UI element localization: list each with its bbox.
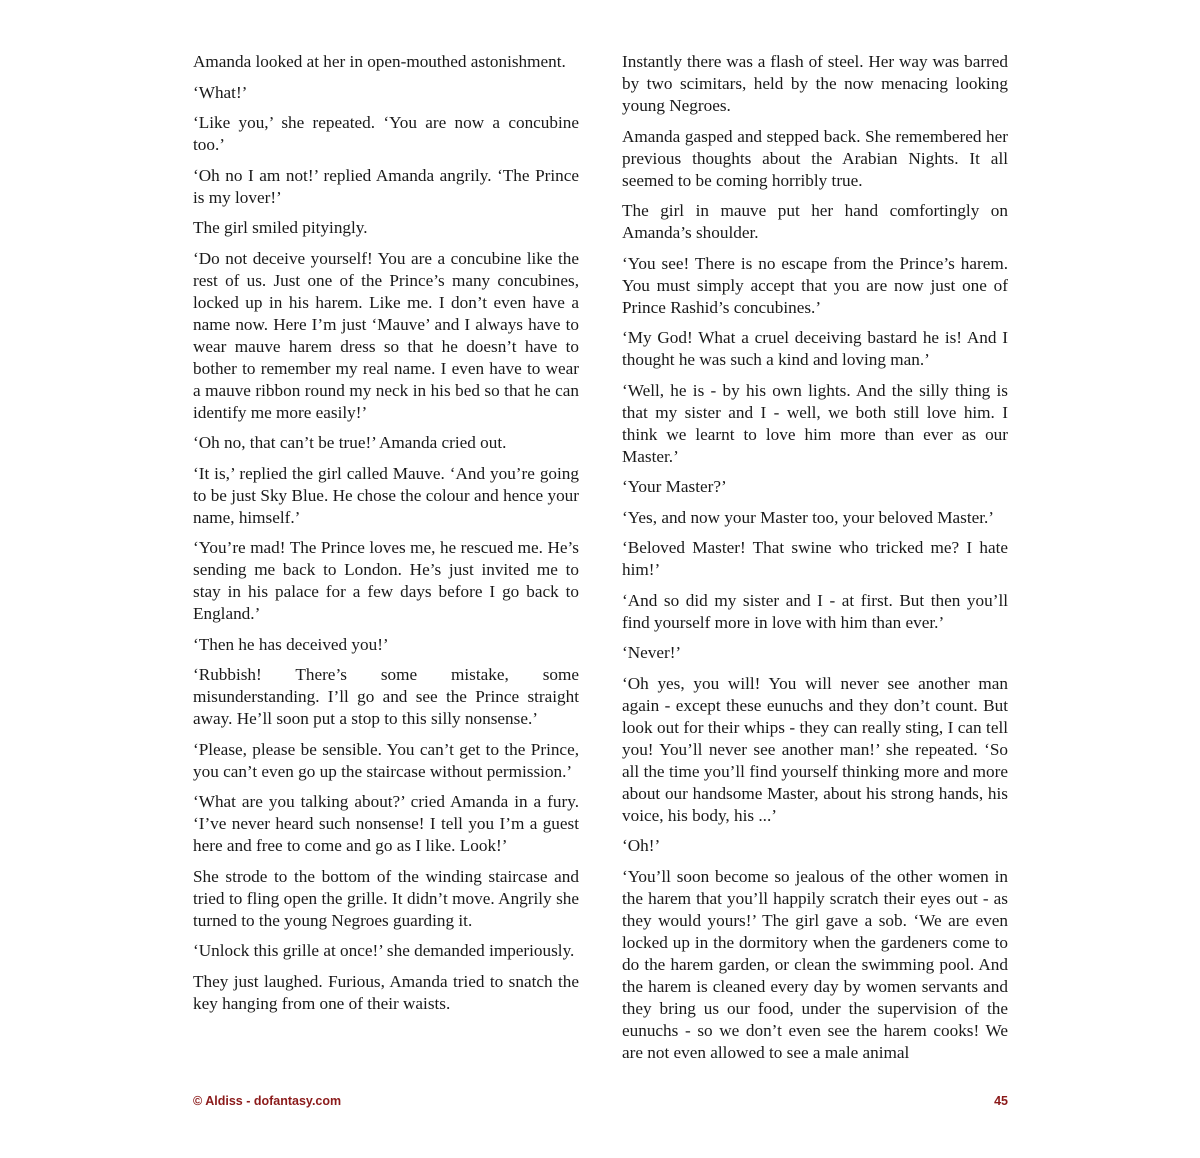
right-text-column <box>622 51 1008 1072</box>
paragraph: ‘Unlock this grille at once!’ she demanded imperiously. <box>193 941 575 960</box>
paragraph: ‘Do not deceive yourself! You are a concubine like the rest of us. Just one of the Prince’s many concubines, locked up in his harem. Like me. I don’t even have a name now. Here I’m just ‘Mauve’ and I always have to wear mauve harem dress so that he doesn’t have to bother to remember my real name. I even have to wear a mauve ribbon round my neck in his bed so that he can identify me more easily!’ <box>193 248 579 422</box>
paragraph: ‘What are you talking about?’ cried Amanda in a fury. ‘I’ve never heard such nonsense! I tell you I’m a guest here and free to come and go as I like. Look!’ <box>193 792 579 855</box>
paragraph: ‘You’re mad! The Prince loves me, he rescued me. He’s sending me back to London. He’s just invited me to stay in his palace for a few days before I go back to England.’ <box>193 538 579 623</box>
left-text-column <box>193 51 579 1023</box>
paragraph: ‘Like you,’ she repeated. ‘You are now a concubine too.’ <box>193 113 579 154</box>
paragraph: ‘Well, he is - by his own lights. And the silly thing is that my sister and I - well, we both still love him. I think we learnt to love him more than ever as our Master.’ <box>622 380 1008 466</box>
paragraph: ‘You’ll soon become so jealous of the other women in the harem that you’ll happily scratch their eyes out - as they would yours!’ The girl gave a sob. ‘We are even locked up in the dormitory when the gardeners come to do the harem garden, or clean the swimming pool. And the harem is cleaned every day by women servants and they bring us our food, under the supervision of the eunuchs - so we don’t even see the harem cooks! We are not even allowed to see a male animal <box>622 866 1008 1062</box>
paragraph: She strode to the bottom of the winding staircase and tried to fling open the grille. It didn’t move. Angrily she turned to the young Negroes guarding it. <box>193 866 579 930</box>
paragraph: ‘Rubbish! There’s some mistake, some misunderstanding. I’ll go and see the Prince straight away. He’ll soon put a stop to this silly nonsense.’ <box>193 665 579 728</box>
paragraph: ‘You see! There is no escape from the Prince’s harem. You must simply accept that you are now just one of Prince Rashid’s concubines.’ <box>622 253 1008 317</box>
paragraph: ‘Never!’ <box>622 643 682 662</box>
paragraph: The girl in mauve put her hand comfortingly on Amanda’s shoulder. <box>622 201 1008 242</box>
paragraph: ‘And so did my sister and I - at first. But then you’ll find yourself more in love with him than ever.’ <box>622 590 1008 632</box>
paragraph: Amanda gasped and stepped back. She remembered her previous thoughts about the Arabian Nights. It all seemed to be coming horribly true. <box>622 126 1008 190</box>
paragraph: ‘Your Master?’ <box>622 477 727 496</box>
paragraph: ‘Beloved Master! That swine who tricked me? I hate him!’ <box>622 538 1008 579</box>
paragraph: Amanda looked at her in open-mouthed astonishment. <box>193 52 566 71</box>
page-number: 45 <box>994 1094 1008 1108</box>
paragraph: ‘Oh!’ <box>622 836 661 855</box>
paragraph: ‘Oh no I am not!’ replied Amanda angrily. ‘The Prince is my lover!’ <box>193 165 579 207</box>
paragraph: The girl smiled pityingly. <box>193 218 368 237</box>
paragraph: Instantly there was a flash of steel. Her way was barred by two scimitars, held by the now menacing looking young Negroes. <box>622 52 1008 115</box>
paragraph: ‘Oh no, that can’t be true!’ Amanda cried out. <box>193 433 507 452</box>
paragraph: ‘Please, please be sensible. You can’t get to the Prince, you can’t even go up the staircase without permission.’ <box>193 739 579 781</box>
paragraph: ‘Yes, and now your Master too, your beloved Master.’ <box>622 507 995 527</box>
paragraph: ‘My God! What a cruel deceiving bastard he is! And I thought he was such a kind and loving man.’ <box>622 328 1008 369</box>
paragraph: ‘It is,’ replied the girl called Mauve. ‘And you’re going to be just Sky Blue. He chose the colour and hence your name, himself.’ <box>193 463 579 527</box>
paragraph: They just laughed. Furious, Amanda tried to snatch the key hanging from one of their waists. <box>193 971 579 1013</box>
paragraph: ‘Oh yes, you will! You will never see another man again - except these eunuchs and they don’t count. But look out for their whips - they can really sting, I can tell you! You’ll never see another man!’ she repeated. ‘So all the time you’ll find yourself thinking more and more about our handsome Master, about his strong hands, his voice, his body, his ...’ <box>622 673 1008 825</box>
paragraph: ‘What!’ <box>193 82 248 102</box>
paragraph: ‘Then he has deceived you!’ <box>193 634 389 654</box>
copyright-credit: © Aldiss - dofantasy.com <box>193 1094 342 1108</box>
